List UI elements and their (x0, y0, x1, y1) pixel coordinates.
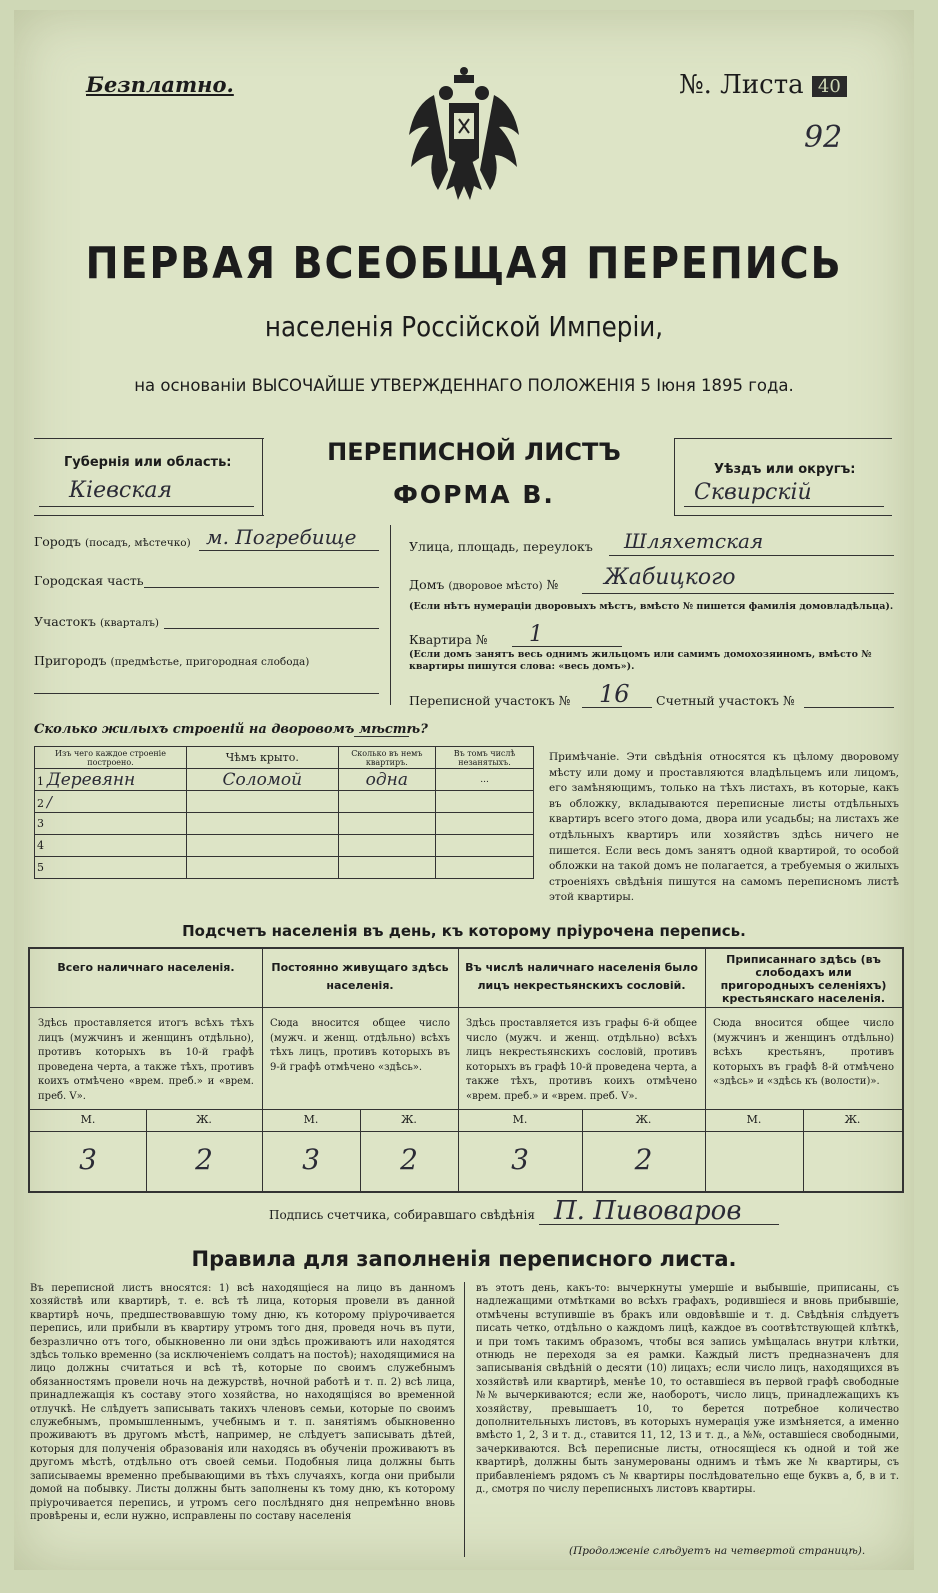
row-material: Деревянн (46, 769, 136, 790)
signature-value: П. Пивоваров (554, 1196, 742, 1226)
row-material: / (46, 792, 52, 811)
count-head: Постоянно живущаго здѣсь населенія. (271, 961, 449, 992)
rules-right: въ этотъ день, какъ-то: вычеркнуты умершіе и выбывшіе, приписаны, съ надлежащими отмѣтками во всѣхъ графахъ, родившіеся и вновь прибывшіе, отмѣчены вступившіе въ бракъ или овдовѣвшіе и т. д. Свѣдѣнія слѣдуетъ писать четко, отдѣльно о каждомъ лицѣ, каждое въ соотвѣтствующей клѣткѣ, и при томъ такимъ образомъ, чтобы вся запись умѣщалась внутри клѣтки, отнюдь не переходя за ея рамки. Каждый листъ предназначенъ для записыванія свѣдѣній о десяти (10) лицахъ; если число лицъ, находящихся въ хозяйствѣ или квартирѣ, менѣе 10, то оставшіеся въ первой графѣ свободные №№ вычеркиваются; если же, наоборотъ, число лицъ, принадлежащихъ къ хозяйству, превышаетъ 10, то берется потребное количество дополнительныхъ листовъ, въ которыхъ нумерація уже измѣняется, а именно вмѣсто 1, 2, 3 и т. д., ставится 11, 12, 13 и т. д., а №№, оставшіеся свободными, зачеркиваются. Всѣ переписные листы, относящіеся къ одной и той же квартирѣ, должны быть занумерованы однимъ и тѣмъ же № квартиры, съ прибавленіемъ рядомъ съ № квартиры послѣдовательно еще буквъ а, б, в и т. д., смотря по числу переписныхъ листовъ квартиры. (476, 1283, 899, 1496)
count-head: Всего наличнаго населенія. (57, 961, 235, 974)
row-roof (187, 791, 339, 813)
table-row (35, 857, 534, 879)
buildings-note: Примѣчаніе. Эти свѣдѣнія относятся къ цѣлому дворовому мѣсту или дому и проставляются владѣльцемъ или лицомъ, его замѣняющимъ, только на тѣхъ листахъ, въ которые, какъ въ обложку, вкладываются переписные листы отдѣльныхъ квартиръ всего этого дома, двора или усадьбы; на листахъ же отдѣльныхъ квартиръ или хозяйствъ здѣсь ничего не пишется. Если весь домъ занятъ одной квартирой, то особой обложки на такой домъ не полагается, а требуемыя о жилыхъ строеніяхъ свѣдѣнія пишутся на самомъ переписномъ листѣ этой квартиры. (549, 751, 899, 904)
male-label: М. (512, 1113, 528, 1126)
row-roof (187, 813, 339, 835)
house-value: Жабицкого (604, 565, 736, 590)
male-label: М. (80, 1113, 96, 1126)
uchastok-label: Участокъ (34, 614, 96, 629)
count-desc: Сюда вносится общее число (мужч. и женщ. отдѣльно) всѣхъ тѣхъ лицъ, противъ которыхъ въ 9-й графѣ отмѣчено «здѣсь». (270, 1018, 450, 1073)
table-row (35, 769, 534, 791)
table-row (35, 835, 534, 857)
row-apartments (338, 835, 435, 857)
table-row (35, 791, 534, 813)
page-title: ПЕРВАЯ ВСЕОБЩАЯ ПЕРЕПИСЬ (85, 238, 843, 289)
count-table (28, 947, 904, 1193)
list-number-label (679, 70, 847, 100)
male-label: М. (746, 1113, 762, 1126)
count-desc: Сюда вносится общее число (мужчинъ и женщинъ отдѣльно) всѣхъ крестьянъ, противъ которыхъ въ графѣ 8-й отмѣчено «здѣсь» и «здѣсь къ (волости)». (713, 1018, 894, 1087)
male-value (705, 1131, 803, 1189)
signature-label: Подпись счетчика, собиравшаго свѣдѣнія (269, 1208, 535, 1222)
row-number: 1 (37, 774, 44, 788)
city-field (34, 534, 191, 549)
gubernia-label: Губернія или область: (64, 455, 232, 470)
rules-left: Въ переписной листъ вносятся: 1) всѣ находящіеся на лицо въ данномъ хозяйствѣ или квартирѣ, т. е. всѣ тѣ лица, которыя провели въ данной квартирѣ ночь, предшествовавшую тому дню, къ которому пріурочивается перепись, или прибыли въ квартиру утромъ того дня, проведя ночь въ пути, безразлично отъ того, обыкновенно ли они здѣсь проживаютъ или находятся здѣсь только временно (за исключеніемъ солдатъ на постоѣ); находящимися на лицо должны считаться и всѣ тѣ, которые по своимъ служебнымъ обязанностямъ провели ночь на дежурствѣ, ночной работѣ и т. п. 2) всѣ лица, принадлежащія къ составу этого хозяйства, но находящіяся во временной отлучкѣ. Не слѣдуетъ записывать такихъ членовъ семьи, которые по своимъ служебнымъ, промышленнымъ, учебнымъ и т. п. занятіямъ обыкновенно проживаютъ въ другомъ мѣстѣ, например, не слѣдуетъ записывать дѣтей, которыя для полученія образованія или находясь въ обученіи проживаютъ въ другомъ мѣстѣ, отдѣльно отъ своей семьи. Подобныя лица должны быть записываемы временно пребывающими въ тѣхъ случаяхъ, когда они прибыли домой на побывку. Листы должны быть заполнены къ тому дню, къ которому пріурочивается перепись, и утромъ сего послѣдняго дня непремѣнно вновь провѣрены и, если нужно, исправлены по составу населенія (30, 1283, 455, 1522)
female-label: Ж. (844, 1113, 861, 1126)
rules-title: Правила для заполненія переписного листа. (191, 1247, 737, 1271)
female-value: 2 (400, 1143, 418, 1176)
header-roof: Чѣмъ крыто. (187, 747, 339, 769)
uchastok-small: (кварталъ) (99, 617, 160, 629)
uchastok-field (34, 614, 159, 629)
house-number-sign: № (546, 577, 559, 592)
uezd-label: Уѣздъ или округъ: (714, 462, 856, 477)
street-label: Улица, площадь, переулокъ (409, 539, 593, 554)
buildings-header-row (35, 747, 534, 769)
row-empty (436, 857, 534, 879)
free-label: Безплатно. (86, 72, 234, 97)
city-part-label: Городская часть (34, 573, 144, 588)
city-small: (посадъ, мѣстечко) (84, 537, 191, 549)
female-value: 2 (634, 1143, 653, 1176)
buildings-question: Сколько жилыхъ строеній на дворовомъ мѣстѣ? (34, 722, 428, 737)
row-apartments: одна (338, 769, 435, 791)
prigorod-field (34, 653, 309, 668)
count-column-non-peasant (458, 949, 705, 1191)
page-subtitle: населенія Россійской Имперіи, (264, 310, 664, 343)
census-area-label: Переписной участокъ № (409, 693, 571, 708)
male-value: 3 (511, 1143, 529, 1176)
female-label: Ж. (635, 1113, 652, 1126)
row-roof (187, 835, 339, 857)
row-number: 3 (37, 817, 44, 830)
count-column-peasant (705, 949, 902, 1191)
row-apartments (338, 813, 435, 835)
header-material: Изъ чего каждое строеніе построено. (35, 747, 187, 769)
row-empty (436, 835, 534, 857)
house-small: (дворовое мѣсто) (448, 580, 543, 592)
female-value: 2 (195, 1143, 213, 1176)
count-column-total (30, 949, 262, 1191)
census-form-page (14, 10, 914, 1570)
header-empty: Въ томъ числѣ незанятыхъ. (436, 747, 534, 769)
double-headed-eagle-icon (404, 65, 524, 215)
row-roof: Соломой (187, 769, 339, 791)
count-area-label: Счетный участокъ № (656, 693, 795, 708)
count-head: Въ числѣ наличнаго населенія было лицъ некрестьянскихъ сословій. (465, 961, 698, 992)
row-empty (436, 813, 534, 835)
house-field (409, 577, 558, 592)
count-desc: Здѣсь проставляется итогъ всѣхъ тѣхъ лицъ (мужчинъ и женщинъ отдѣльно), противъ которыхъ въ 10-й графѣ проведена черта, а также тѣхъ, противъ коихъ отмѣчено «врем. преб.» и «врем. преб. V». (38, 1018, 254, 1102)
prigorod-label: Пригородъ (34, 653, 107, 668)
buildings-table (34, 746, 534, 879)
male-label: М. (303, 1113, 319, 1126)
apartment-value: 1 (529, 622, 543, 647)
apartment-label: Квартира № (409, 632, 488, 647)
city-value: м. Погребище (206, 525, 357, 549)
row-number: 4 (37, 839, 44, 852)
row-empty (436, 791, 534, 813)
legal-basis: на основаніи ВЫСОЧАЙШЕ УТВЕРЖДЕННАГО ПОЛОЖЕНІЯ 5 Іюня 1895 года. (134, 376, 794, 395)
header-apartments: Сколько въ немъ квартиръ. (338, 747, 435, 769)
prigorod-small: (предмѣстье, пригородная слобода) (110, 656, 310, 668)
rules-continued: (Продолженіе слѣдуетъ на четвертой страницѣ). (569, 1545, 866, 1557)
row-roof (187, 857, 339, 879)
city-label: Городъ (34, 534, 81, 549)
male-value: 3 (302, 1143, 320, 1176)
gubernia-value: Кіевская (69, 478, 173, 503)
count-column-permanent (262, 949, 458, 1191)
list-number-text: №. Листа (679, 70, 804, 100)
street-value: Шляхетская (624, 529, 764, 553)
female-value (803, 1131, 902, 1189)
house-label: Домъ (409, 577, 445, 592)
list-number-handwritten: 92 (804, 120, 843, 155)
row-empty: ... (436, 769, 534, 791)
count-title: Подсчетъ населенія въ день, къ которому пріурочена перепись. (182, 922, 746, 940)
row-apartments (338, 791, 435, 813)
count-head: Приписаннаго здѣсь (въ слободахъ или пригородныхъ селеніяхъ) крестьянскаго населенія. (720, 953, 887, 1005)
form-title: ПЕРЕПИСНОЙ ЛИСТЪ (327, 438, 621, 466)
table-row (35, 813, 534, 835)
count-desc: Здѣсь проставляется изъ графы 6-й общее число (мужч. и женщ. отдѣльно) всѣхъ лицъ некрестьянскихъ сословій, противъ которыхъ въ графѣ 10-й проведена черта, а также тѣхъ, противъ коихъ отмѣчено «врем. преб.» и «врем. преб. V». (466, 1018, 697, 1102)
uezd-value: Сквирскій (694, 480, 812, 505)
list-number-box: 40 (812, 76, 847, 97)
row-number: 2 (37, 796, 44, 810)
form-subtitle: ФОРМА В. (393, 480, 555, 509)
female-label: Ж. (196, 1113, 212, 1126)
male-value: 3 (79, 1143, 97, 1176)
row-apartments (338, 857, 435, 879)
house-note: (Если нѣтъ нумераціи дворовыхъ мѣстъ, вмѣсто № пишется фамилія домовладѣльца). (409, 601, 894, 612)
female-label: Ж. (401, 1113, 417, 1126)
census-area-value: 16 (599, 680, 630, 708)
apartment-note: (Если домъ занятъ весь однимъ жильцомъ или самимъ домохозяиномъ, вмѣсто № квартиры пишутся слова: «весь домъ»). (409, 649, 872, 672)
row-number: 5 (37, 861, 44, 874)
